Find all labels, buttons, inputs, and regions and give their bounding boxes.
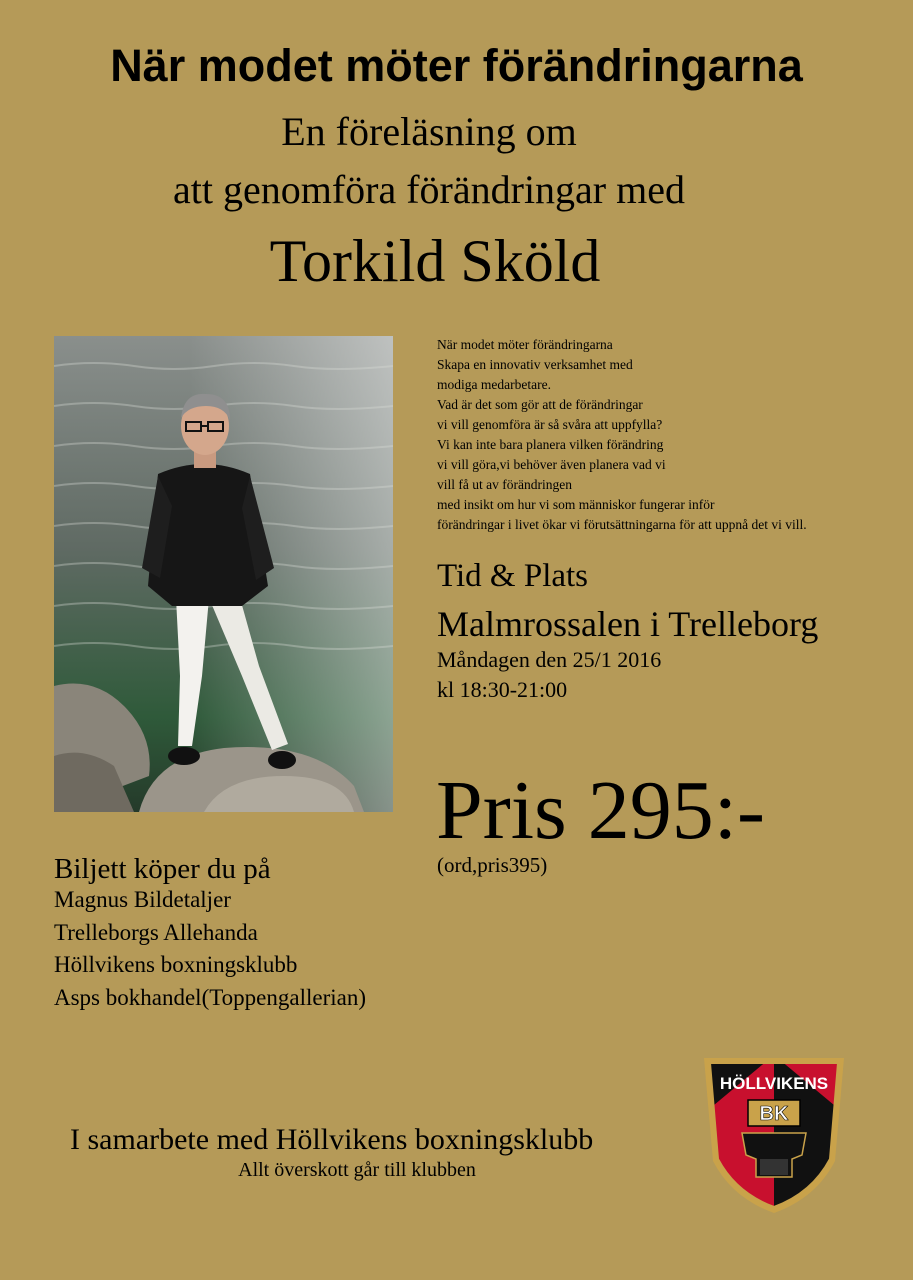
ticket-outlet: Höllvikens boxningsklubb [54, 952, 298, 977]
event-date: Måndagen den 25/1 2016 [437, 647, 662, 672]
subtitle-line-2: att genomföra förändringar med [172, 167, 685, 212]
ticket-outlet: Trelleborgs Allehanda [54, 919, 258, 945]
lecture-description [437, 335, 907, 535]
ticket-price: Pris 295:- [436, 764, 766, 857]
surplus-note: Allt överskott går till klubben [238, 1159, 476, 1181]
description-line: Skapa en innovativ verksamhet med [437, 357, 633, 372]
speaker-name: Torkild Sköld [269, 228, 601, 294]
description-line: Vi kan inte bara planera vilken förändring [437, 437, 664, 452]
logo-badge-text: BK [759, 1103, 789, 1125]
event-time: kl 18:30-21:00 [437, 677, 568, 702]
description-line: förändringar i livet ökar vi förutsättningarna för att uppnå det vi vill. [437, 517, 807, 532]
ordinary-price-note: (ord,pris395) [437, 853, 548, 877]
poster-title: När modet möter förändringarna [110, 40, 803, 91]
event-venue: Malmrossalen i Trelleborg [437, 604, 819, 644]
description-line: vill få ut av förändringen [437, 477, 572, 492]
description-line: modiga medarbetare. [437, 377, 551, 392]
ticket-outlets-list [54, 884, 366, 1014]
ticket-outlet: Magnus Bildetaljer [54, 887, 231, 912]
description-line: Vad är det som gör att de förändringar [437, 397, 643, 412]
logo-top-text: HÖLLVIKENS [719, 1074, 829, 1093]
description-line: vi vill göra,vi behöver även planera vad vi [437, 457, 666, 472]
ticket-outlets-heading: Biljett köper du på [54, 853, 271, 885]
description-line: vi vill genomföra är så svåra att uppfylla? [437, 417, 663, 432]
speaker-photo [54, 336, 393, 812]
subtitle-line-1: En föreläsning om [281, 109, 577, 154]
hollvikens-bk-logo [702, 1055, 846, 1213]
description-line: med insikt om hur vi som människor fungerar inför [437, 497, 715, 512]
description-line: När modet möter förändringarna [437, 337, 613, 352]
collaboration-text: I samarbete med Höllvikens boxningsklubb [70, 1123, 594, 1156]
time-place-heading: Tid & Plats [437, 558, 589, 594]
ticket-outlet: Asps bokhandel(Toppengallerian) [54, 984, 366, 1010]
